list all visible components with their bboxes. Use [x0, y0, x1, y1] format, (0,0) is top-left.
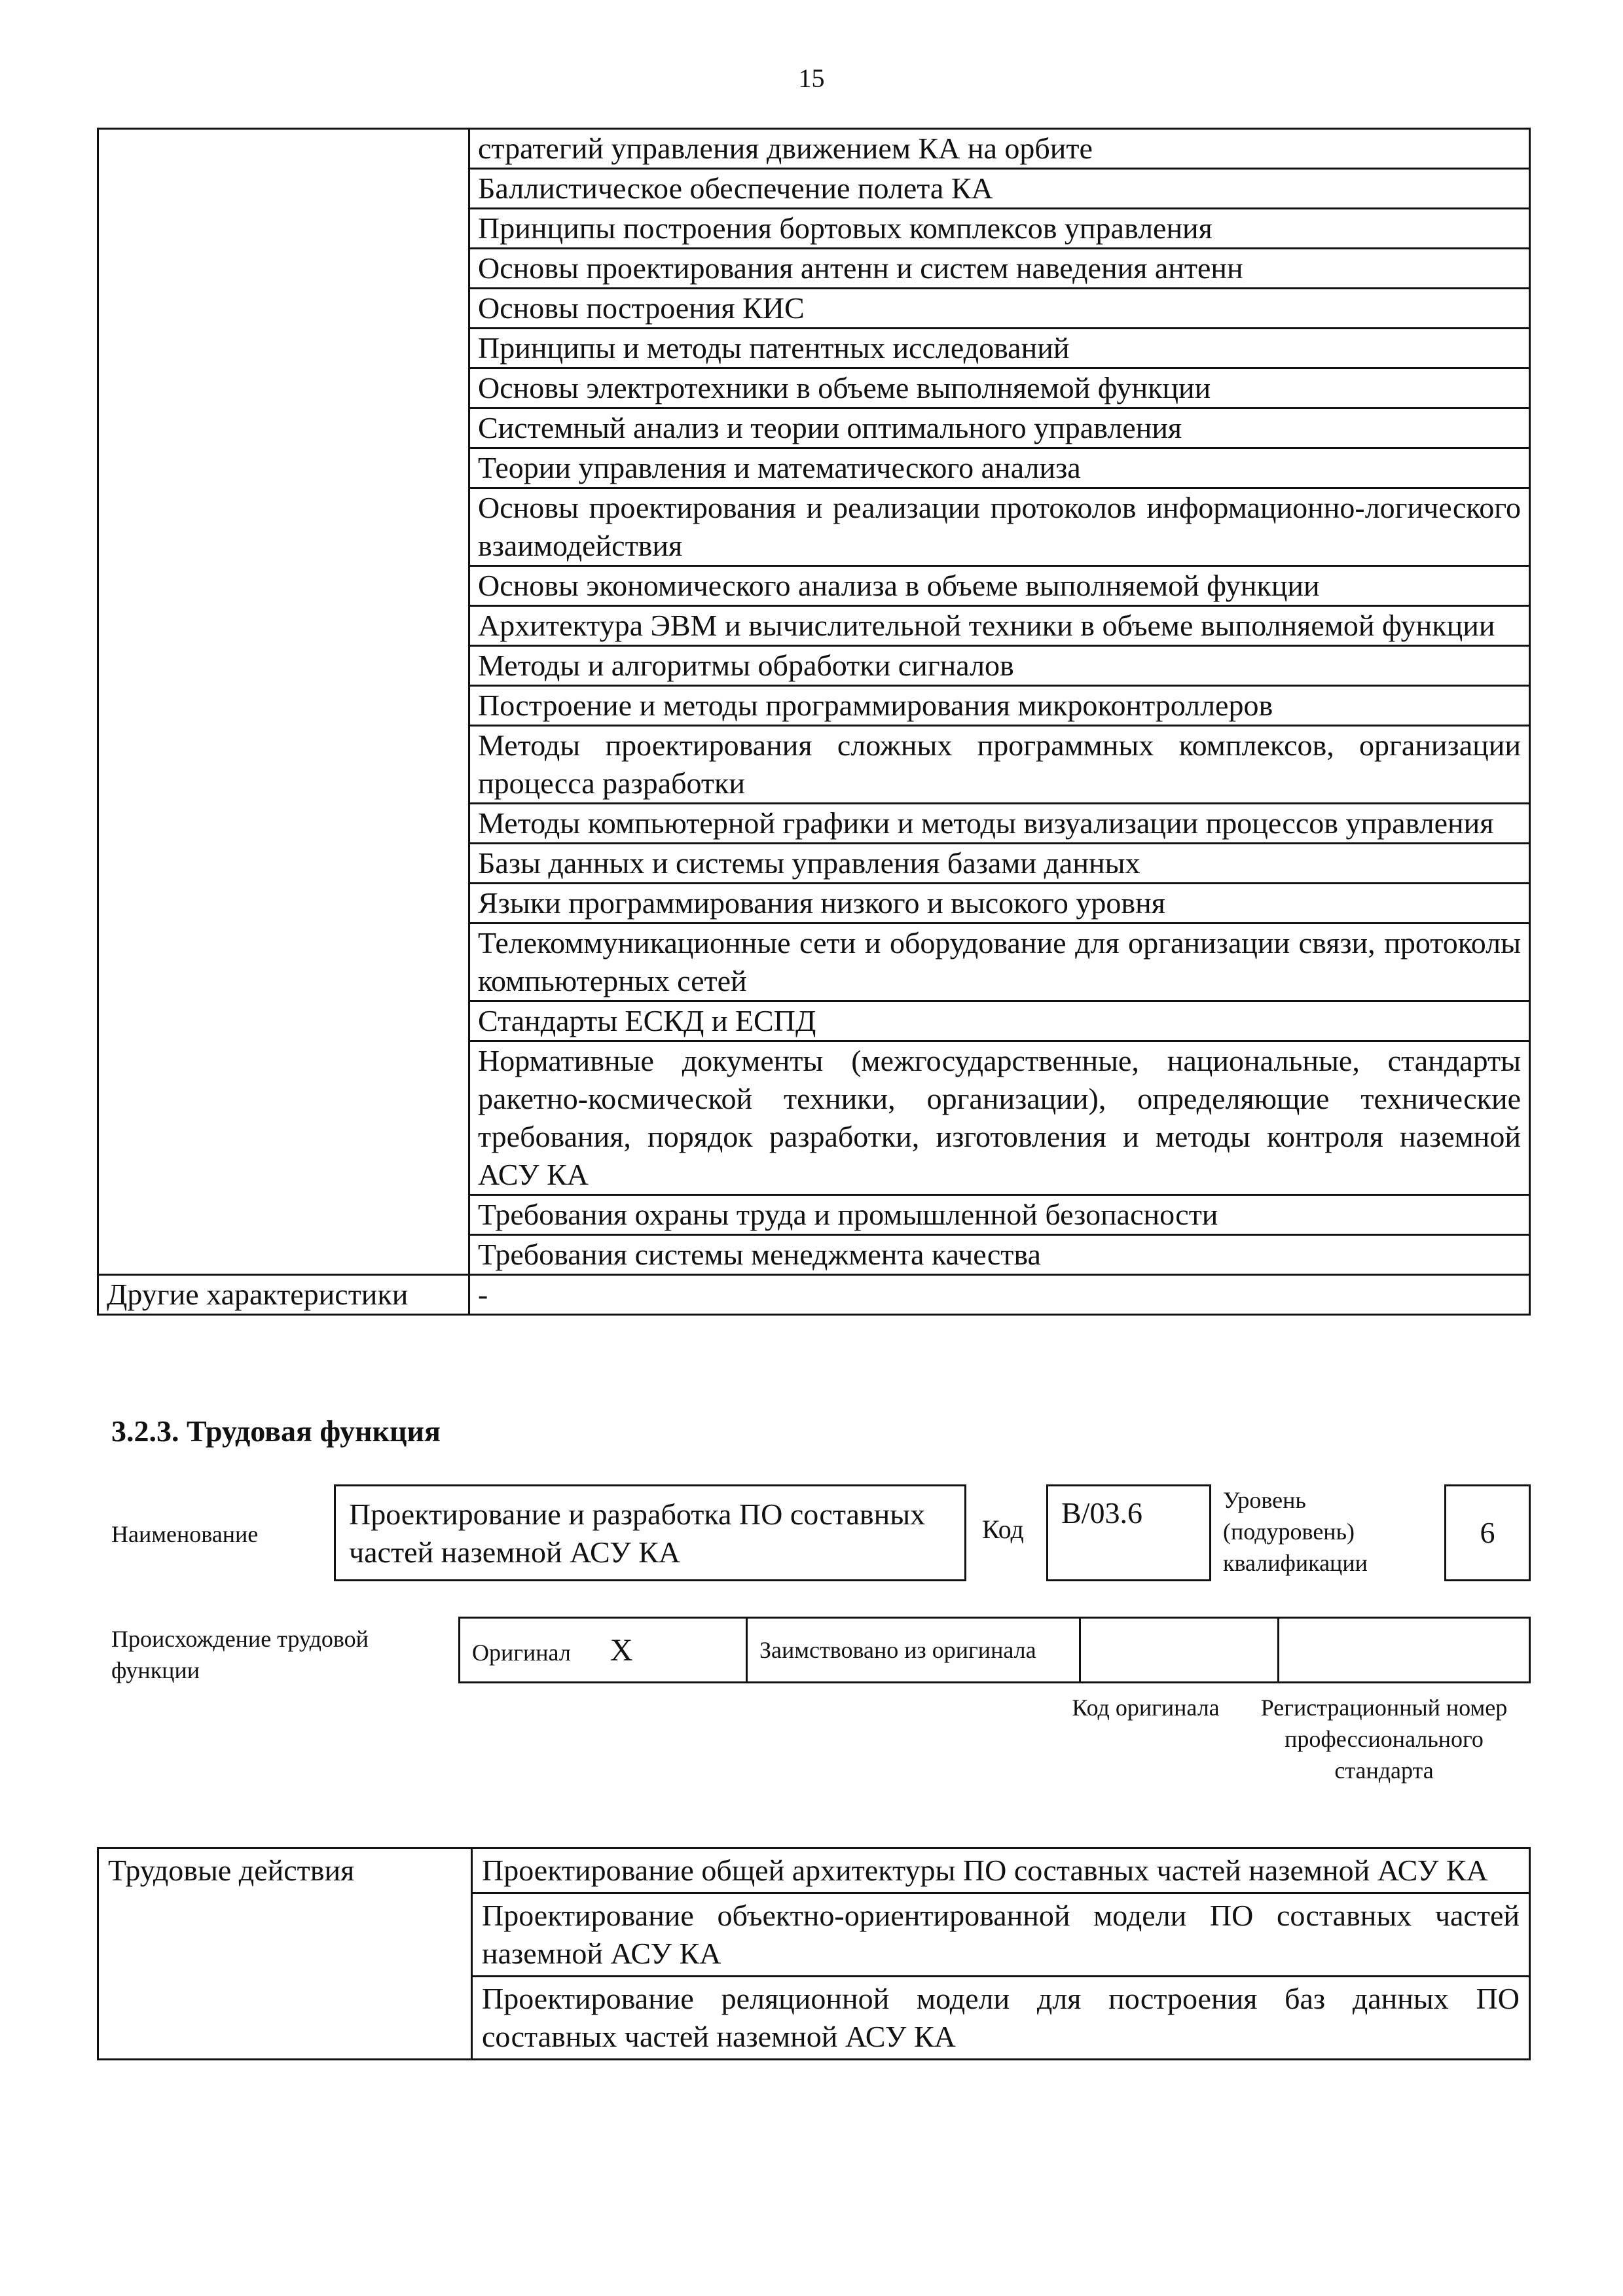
action-item: Проектирование реляционной модели для построения баз данных ПО составных частей наземной АСУ КА: [472, 1977, 1530, 2060]
knowledge-item: Основы экономического анализа в объеме выполняемой функции: [469, 566, 1530, 606]
table-row: [460, 1618, 1530, 1683]
level-label: Уровень (подуровень) квалификации: [1223, 1487, 1368, 1576]
knowledge-item: Построение и методы программирования микроконтроллеров: [469, 686, 1530, 726]
knowledge-item: Методы и алгоритмы обработки сигналов: [469, 646, 1530, 686]
knowledge-item: Телекоммуникационные сети и оборудование для организации связи, протоколы компьютерных сетей: [469, 924, 1530, 1001]
original-mark: X: [610, 1632, 633, 1668]
knowledge-item: стратегий управления движением КА на орбите: [469, 129, 1530, 169]
code-label: Код: [982, 1515, 1024, 1544]
knowledge-item: Основы электротехники в объеме выполняемой функции: [469, 368, 1530, 408]
origin-table: [458, 1617, 1531, 1683]
actions-label: Трудовые действия: [98, 1848, 472, 2060]
action-item: Проектирование общей архитектуры ПО составных частей наземной АСУ КА: [472, 1848, 1530, 1893]
actions-table: [97, 1847, 1531, 2060]
original-label: Оригинал: [472, 1639, 571, 1666]
function-code-box: B/03.6: [1046, 1484, 1211, 1581]
knowledge-item: Основы проектирования и реализации протоколов информационно-логического взаимодействия: [469, 488, 1530, 566]
knowledge-item: Баллистическое обеспечение полета КА: [469, 169, 1530, 209]
knowledge-item: Языки программирования низкого и высокого уровня: [469, 884, 1530, 924]
page-number: 15: [798, 63, 825, 93]
function-name-box: Проектирование и разработка ПО составных частей наземной АСУ КА: [334, 1484, 966, 1581]
knowledge-item: Методы компьютерной графики и методы визуализации процессов управления: [469, 804, 1530, 844]
original-code-cell: [1080, 1618, 1279, 1683]
knowledge-item: Базы данных и системы управления базами данных: [469, 844, 1530, 884]
knowledge-item: Теории управления и математического анализа: [469, 448, 1530, 488]
knowledge-table: [97, 128, 1531, 1316]
knowledge-left-cell: [98, 129, 469, 1275]
level-box: 6: [1444, 1484, 1531, 1581]
knowledge-item: Основы построения КИС: [469, 289, 1530, 329]
other-characteristics-label: Другие характеристики: [98, 1275, 469, 1315]
knowledge-item: Архитектура ЭВМ и вычислительной техники в объеме выполняемой функции: [469, 606, 1530, 646]
code-caption: Код оригинала: [1072, 1695, 1220, 1721]
borrowed-label: Заимствовано из оригинала: [747, 1618, 1080, 1683]
table-row: [98, 1848, 1530, 1893]
original-cell: [460, 1618, 747, 1683]
knowledge-item: Принципы и методы патентных исследований: [469, 329, 1530, 368]
knowledge-item: Требования охраны труда и промышленной безопасности: [469, 1195, 1530, 1235]
table-row: [98, 129, 1530, 169]
section-title: 3.2.3. Трудовая функция: [111, 1414, 441, 1448]
knowledge-item: Методы проектирования сложных программных комплексов, организации процесса разработки: [469, 726, 1530, 804]
knowledge-item: Стандарты ЕСКД и ЕСПД: [469, 1001, 1530, 1041]
registration-caption: Регистрационный номер профессионального стандарта: [1260, 1695, 1508, 1784]
action-item: Проектирование объектно-ориентированной модели ПО составных частей наземной АСУ КА: [472, 1893, 1530, 1977]
knowledge-item: Принципы построения бортовых комплексов управления: [469, 209, 1530, 249]
other-characteristics-value: -: [469, 1275, 1530, 1315]
knowledge-item: Нормативные документы (межгосударственные, национальные, стандарты ракетно-космической техники, организации), определяющие технические требования, порядок разработки, изготовления и методы контроля наземной АСУ КА: [469, 1041, 1530, 1195]
knowledge-item: Основы проектирования антенн и систем наведения антенн: [469, 249, 1530, 289]
registration-number-cell: [1279, 1618, 1530, 1683]
knowledge-item: Требования системы менеджмента качества: [469, 1235, 1530, 1275]
origin-label: Происхождение трудовой функции: [111, 1626, 369, 1683]
knowledge-item: Системный анализ и теории оптимального управления: [469, 408, 1530, 448]
table-row: [98, 1275, 1530, 1315]
name-label: Наименование: [111, 1521, 259, 1547]
